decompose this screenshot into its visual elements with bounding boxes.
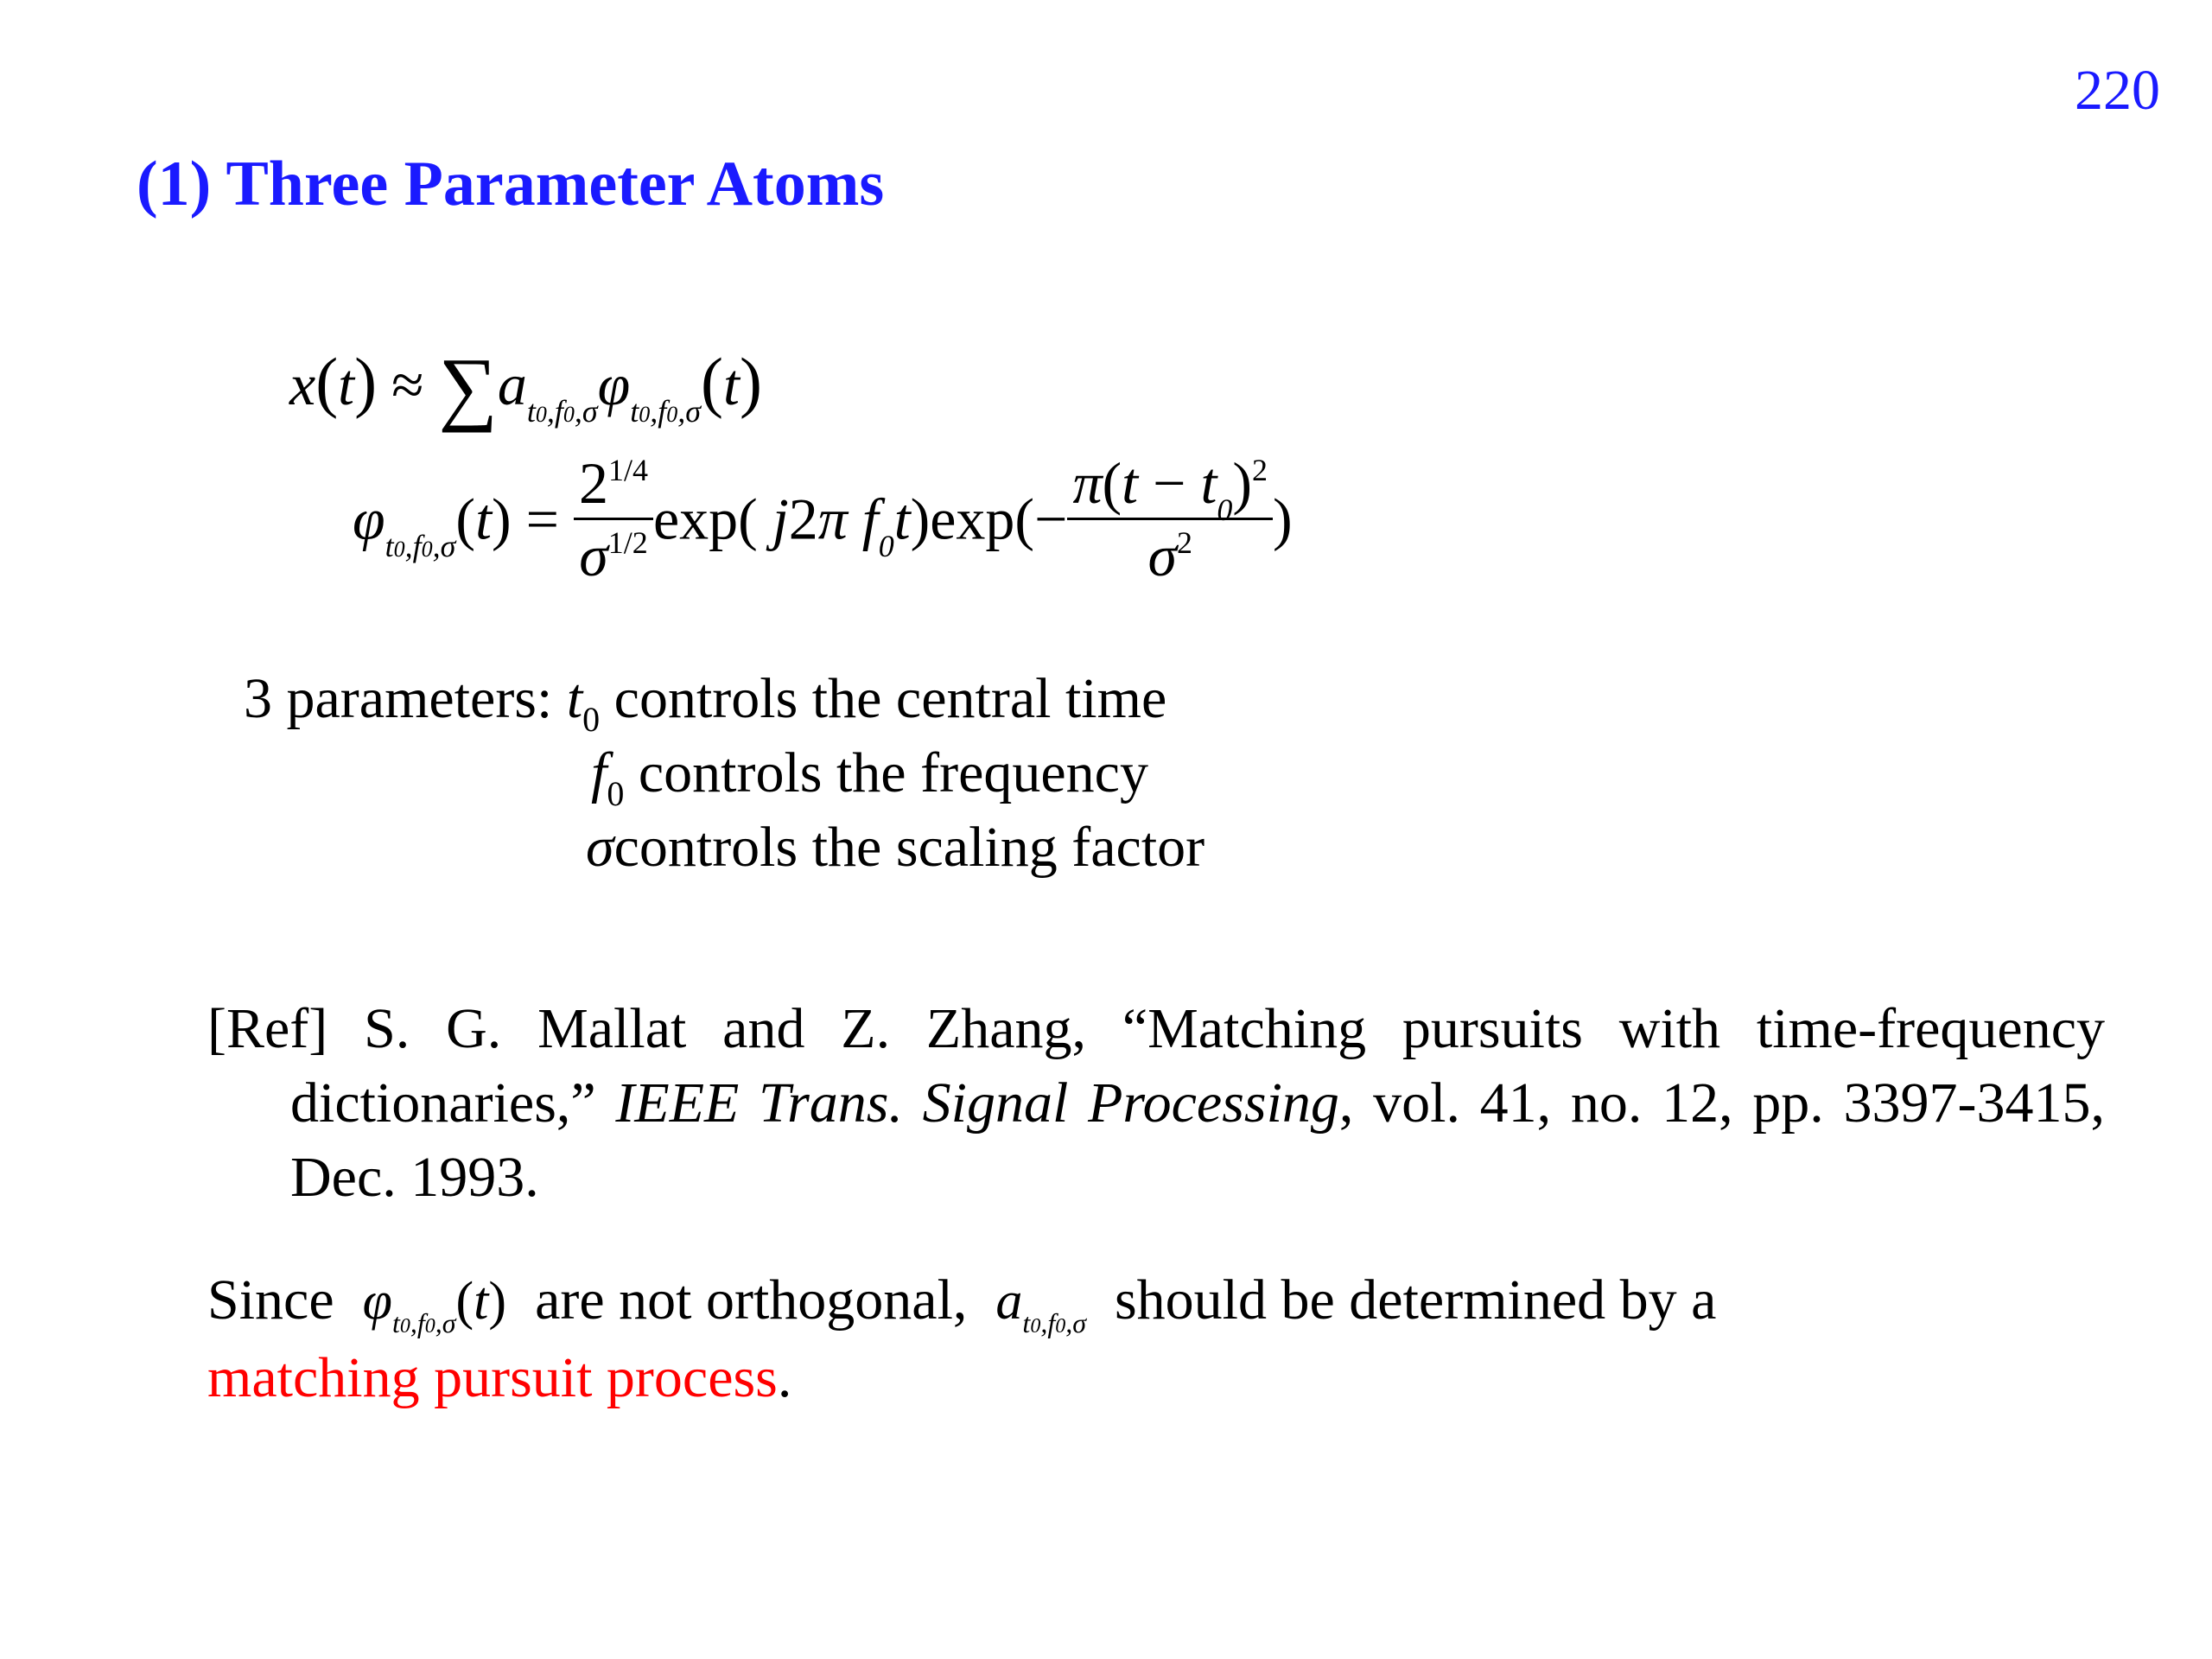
parameter-line-sigma (586, 816, 1205, 879)
param-subscript-f: 0 (607, 774, 625, 813)
param-desc-f: controls the frequency (638, 741, 1148, 804)
param-symbol-sigma: σ (586, 816, 614, 879)
a-inline-symbol: $a_{t0,f0,\sigma}$ (995, 1272, 1086, 1338)
parameter-line-t0 (244, 667, 1167, 739)
param-desc-sigma: controls the scaling factor (613, 816, 1205, 879)
atom-formula: $\varphi_{t0,f0,\sigma}(t)$ = $\frac{2^{1/4}}{\sigma^{1/2}}$ exp( j2π $f_0t)\exp(-$ $\frac{\pi(t - t_0)^2}{\sigma^2}$ ) (353, 450, 1293, 589)
since-mid: are not orthogonal, (535, 1268, 968, 1332)
reference-journal: IEEE Trans. Signal Processing (615, 1071, 1339, 1135)
since-end: should be determined by a (1114, 1268, 1717, 1332)
since-word: Since (207, 1268, 334, 1332)
param-symbol-f: f (591, 741, 607, 804)
since-line (207, 1268, 1717, 1338)
parameters-intro: 3 parameters: (244, 667, 553, 730)
amplitude-fraction: $\frac{2^{1/4}}{\sigma^{1/2}}$ (574, 453, 653, 588)
since-line-2 (207, 1346, 792, 1409)
page-number: 220 (2075, 59, 2160, 122)
sum-formula: $x(t) \approx \sum a_{t0,f0,\sigma}\varphi_{t0,f0,\sigma}(t)$ (289, 340, 762, 433)
phi-inline-symbol: $\varphi_{t0,f0,\sigma}(t)$ (362, 1272, 507, 1338)
param-symbol-t: t (566, 667, 583, 730)
parameter-line-f0 (591, 741, 1148, 813)
exponent-fraction: $\frac{\pi(t - t_0)^2}{\sigma^2}$ (1067, 453, 1273, 588)
matching-pursuit-highlight: matching pursuit process (207, 1346, 778, 1409)
since-period: . (777, 1346, 792, 1409)
slide-title: (1) Three Parameter Atoms (137, 149, 885, 219)
param-desc-t: controls the central time (613, 667, 1167, 730)
reference-suffix: , vol. 41, no. 12, pp. 3397-3415, Dec. 1993. (290, 1071, 2105, 1209)
reference (207, 992, 2105, 1215)
reference-prefix: [Ref] S. G. Mallat and Z. Zhang, “Matching pursuits with time-frequency dictionaries,” (207, 997, 2105, 1135)
param-subscript-t: 0 (582, 700, 601, 739)
